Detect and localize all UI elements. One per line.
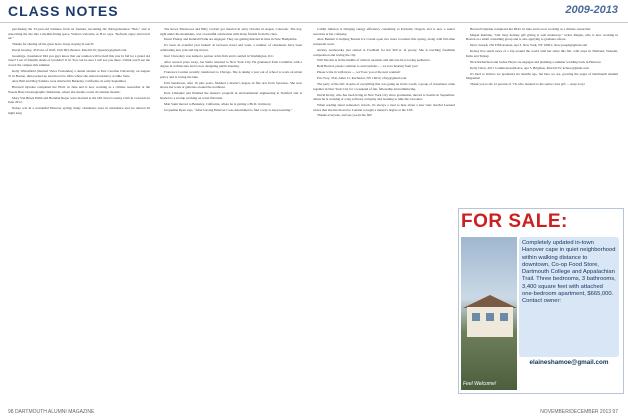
note-paragraph: Haverell Ojardau completed her Ph.D. in June and is now working as a climate researcher at the Woods Hole Oceanographic Institution, where she studies ocean circulation models. <box>8 85 150 94</box>
page-header <box>0 0 628 23</box>
house-window <box>500 313 508 321</box>
house-window <box>472 313 480 321</box>
for-sale-ad <box>458 208 624 394</box>
note-paragraph: purchasing the 33-year-old business from its founder, becoming the third-generation "Bob," and is renovating the site into a rhythm-fixing space. Visitors welcome, so B.O. says. "Refresh, enjoy and travel on." <box>8 27 150 41</box>
note-paragraph: After several years away, Joe Settle returned to New York City. He graduated from Columbia with a degree in architecture and is now designing public housing. <box>160 59 302 69</box>
note-paragraph: It's hard to believe we graduated six months ago, but here we are, growing the pages of Dartmouth Alumni Magazine! <box>466 71 618 81</box>
house-body <box>467 307 513 337</box>
ad-contact-email[interactable]: elaineshamoe@gmail.com <box>529 359 609 366</box>
note-paragraph: Eric Frey, 3541 Alder Ct, Rochester, NY 14612; efrey@gmail.com <box>317 76 407 81</box>
note-paragraph: Kurt Chowdary was named a partner at his firm and is settled in Washington, D.C. <box>164 53 275 58</box>
note-paragraph: Caitlin Johnson is bringing energy efficiency consulting to Portland, Oregon, and is now a senior associate at her company. <box>313 27 455 36</box>
note-paragraph: Haverell Ojardau completed her Ph.D. in June and is now working as a climate researcher. <box>470 27 591 31</box>
note-paragraph: Francesca Conlon recently transferred to Chicago. She is taking a year out of school to work on urban policy and is loving the lake. <box>160 70 302 79</box>
note-paragraph: When reading about someone's travels, it's always a treat to hear about a new start. Rachel Leonard writes that she has moved to London to begin a master's degree at the LSE. <box>313 102 455 112</box>
note-paragraph: Greetings, classmates! Did you guys know that our reunion will be held this year in fall for a grand old class? Lots of friendly shade of lavender? It is! You can be sure I will see you there. I think you'll see me crowd the campus this summer. <box>8 53 150 68</box>
house-window <box>486 313 494 321</box>
note-paragraph: Mary Van Bruen Hahn and Brendan Roper were married at the Old Town Country Club in Colorado in June 2012. <box>8 95 150 105</box>
note-paragraph: David Kristy, who has been living in New York City since graduation, moved to Seattle in September, where he is working at a big software company and learning to hike the Cascades. <box>313 92 455 102</box>
note-paragraph: Alex Ball and Meg Sanders were married in Berkeley, California, in early September. <box>12 79 127 84</box>
note-paragraph: Nokey was in a wonderful Hanover spring; many classmates were in attendance and we danced all night long. <box>8 106 150 115</box>
class-years: 2009-2013 <box>565 4 618 16</box>
ad-description: Completely updated in-town Hanover cape in quiet neighborhood within walking distance to downtown, Co-op Food Store, Dartmouth College and Appalachian Trail. Three bedrooms, 3 bathrooms, 3,400 square feet with attached one-bedroom apartment, $665,000. Contact owner: <box>519 237 619 357</box>
note-paragraph: Thanks everyone, and see you in the fall! <box>317 113 373 118</box>
note-paragraph: Megan Robbins, "Our busy holiday gift giving is well underway," writes Megan, who is now working in Boston at a small consulting group and is also applying to graduate school. <box>466 32 618 42</box>
column-1 <box>8 27 150 407</box>
note-paragraph: The Rowe Ellenwood and Billy Corbett got married in early October in Aspen, Colorado. The day, right under the mountains, was a beautiful celebration with many friends from the class. <box>160 27 302 36</box>
note-paragraph: Thank you to the 12 percent of '13s who donated to the senior class gift — keep it up! <box>470 82 585 87</box>
note-paragraph: Please write in with news — we'll see you at the next reunion! <box>317 70 401 75</box>
note-paragraph: Kate Lindquist just finished the master's program in environmental engineering at Stanford and is headed to a startup working on water filtration. <box>160 91 302 100</box>
note-paragraph: Audrey Grabowsky just started at Fordham for her M.F.A. in poetry. She is teaching freshman composition and loving the city. <box>313 47 455 57</box>
note-paragraph: Alex Bennett is helping Boston Ice Cream open two more locations this spring, along with full-time restaurant work. <box>313 37 455 47</box>
note-paragraph: Thanks for sharing all the great news. Keep staying in touch! <box>12 42 94 47</box>
note-paragraph: Jacqueline Ryan says, "After leaving Hanover I was determined to find a way to keep learning." <box>164 107 293 112</box>
page-footer <box>0 405 628 420</box>
note-paragraph: Drew Joseph, 256 Fifth Avenue, Apt 3, New York, NY 10001; drew.joseph@gmail.com <box>470 43 588 48</box>
note-paragraph: Dawn Fisalay and Kendall Frank are engaged. They are getting married in June in New Hampshire. <box>164 37 298 42</box>
house-photo <box>461 237 517 390</box>
column-3 <box>313 27 455 407</box>
note-paragraph: Matt Saint moved to Berkeley, California, where he is getting a Ph.D. in history. <box>164 101 272 106</box>
footer-left: 98 DARTMOUTH ALUMNI MAGAZINE <box>8 409 95 415</box>
column-2 <box>160 27 302 407</box>
note-paragraph: It's been an eventful year indeed: in between travel and work, a number of classmates have been celebrating new jobs and big moves. <box>160 43 302 52</box>
note-paragraph: Kelly Chew, 2017 Commonwealth Ave, Apt 5, Brighton, MA 02135; kchew@gmail.com <box>470 65 589 70</box>
note-paragraph: David Greeley, 43 Paws of Wolf, Unit 603, Boston, MA 02110; dgreeley@gmail.com <box>12 47 127 52</box>
column-4 <box>466 27 618 207</box>
note-paragraph: Erin Sanderson, after 10 plus years, finished a master's degree in fine arts from Syracuse. She now shows her work at galleries around the northeast. <box>160 80 302 90</box>
footer-right: NOVEMBER/DECEMBER 2013 97 <box>540 409 618 415</box>
note-paragraph: Nick Richardson and Jackie Hoyle are engaged and planning a summer wedding back in Hanover. <box>470 59 602 64</box>
note-paragraph: The party of the fall: in spite of everything that was going on in the world, a group of classmates came together in New York City for a weekend of fun, fellowship and reminiscing. <box>313 82 455 91</box>
ad-headline: FOR SALE: <box>461 211 568 232</box>
note-paragraph: Kelly Wittenfield (married Vince Fernandez) a dental student at East Carolina University, on August 31 in Boston, then packed up and moved to Ohio where she started residency at Ohio State. <box>8 68 150 78</box>
photo-caption: Feel Welcome! <box>463 381 497 387</box>
section-title: CLASS NOTES <box>8 3 119 19</box>
note-paragraph: Will Sinclair is in the middle of clinical rotations and tells me he is loving pediatrics. <box>317 58 431 63</box>
note-paragraph: Beth Bouzal, please continue to send updates — we love hearing from you! <box>317 64 419 69</box>
note-paragraph: Kelsey Poe sends news of a trip around the world with her sister this fall, with stops in Thailand, Vietnam, India and Turkey. <box>466 49 618 58</box>
